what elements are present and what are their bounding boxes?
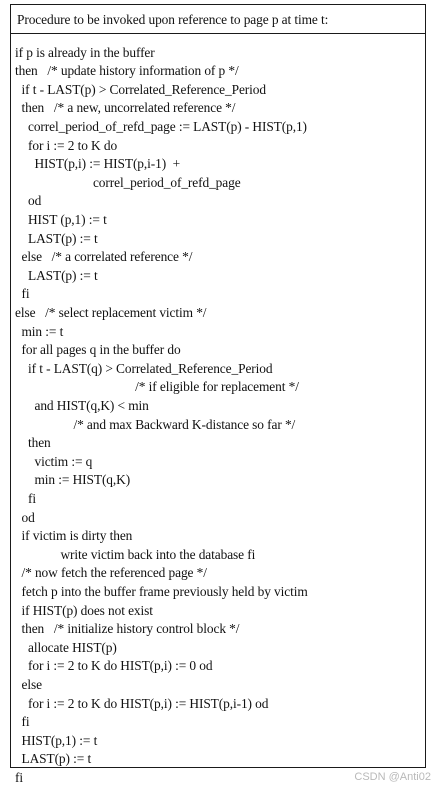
code-line: min := t: [15, 323, 64, 339]
code-line: for i := 2 to K do HIST(p,i) := 0 od: [15, 658, 213, 674]
code-line: LAST(p) := t: [15, 230, 98, 246]
code-line: od: [15, 509, 35, 525]
code-line: allocate HIST(p): [15, 639, 117, 655]
code-line: fi: [15, 714, 30, 730]
code-line: else /* a correlated reference */: [15, 249, 193, 265]
code-line: then /* initialize history control block */: [15, 621, 240, 637]
code-line: fi: [15, 769, 23, 785]
code-line: LAST(p) := t: [15, 751, 92, 767]
code-line: HIST(p,1) := t: [15, 732, 98, 748]
code-line: od: [15, 193, 42, 209]
title-divider: [11, 33, 425, 34]
code-line: LAST(p) := t: [15, 267, 98, 283]
watermark-text: CSDN @Anti02: [354, 771, 431, 783]
code-line: if t - LAST(q) > Correlated_Reference_Period: [15, 360, 273, 376]
code-line: else /* select replacement victim */: [15, 304, 207, 320]
code-line: else: [15, 676, 42, 692]
code-line: if p is already in the buffer: [15, 44, 155, 60]
code-line: for all pages q in the buffer do: [15, 342, 181, 358]
code-line: correl_period_of_refd_page := LAST(p) - HIST(p,1): [15, 118, 307, 134]
code-line: victim := q: [15, 453, 93, 469]
code-line: then /* a new, uncorrelated reference */: [15, 100, 236, 116]
code-line: fi: [15, 286, 30, 302]
code-line: then /* update history information of p */: [15, 63, 239, 79]
code-line: HIST(p,i) := HIST(p,i-1) +: [15, 156, 181, 172]
code-line: fetch p into the buffer frame previously held by victim: [15, 583, 308, 599]
code-line: if HIST(p) does not exist: [15, 602, 153, 618]
code-line: for i := 2 to K do HIST(p,i) := HIST(p,i-1) od: [15, 695, 269, 711]
code-line: /* if eligible for replacement */: [15, 379, 299, 395]
code-line: if victim is dirty then: [15, 528, 133, 544]
procedure-title: Procedure to be invoked upon reference to page p at time t:: [17, 12, 329, 27]
code-line: if t - LAST(p) > Correlated_Reference_Period: [15, 81, 266, 97]
code-line: then: [15, 435, 51, 451]
code-line: HIST (p,1) := t: [15, 211, 107, 227]
code-line: /* and max Backward K-distance so far */: [15, 416, 296, 432]
code-line: correl_period_of_refd_page: [15, 174, 241, 190]
code-line: and HIST(q,K) < min: [15, 397, 149, 413]
code-line: for i := 2 to K do: [15, 137, 118, 153]
code-line: min := HIST(q,K): [15, 472, 131, 488]
code-line: /* now fetch the referenced page */: [15, 565, 207, 581]
code-line: fi: [15, 490, 36, 506]
code-line: write victim back into the database fi: [15, 546, 256, 562]
